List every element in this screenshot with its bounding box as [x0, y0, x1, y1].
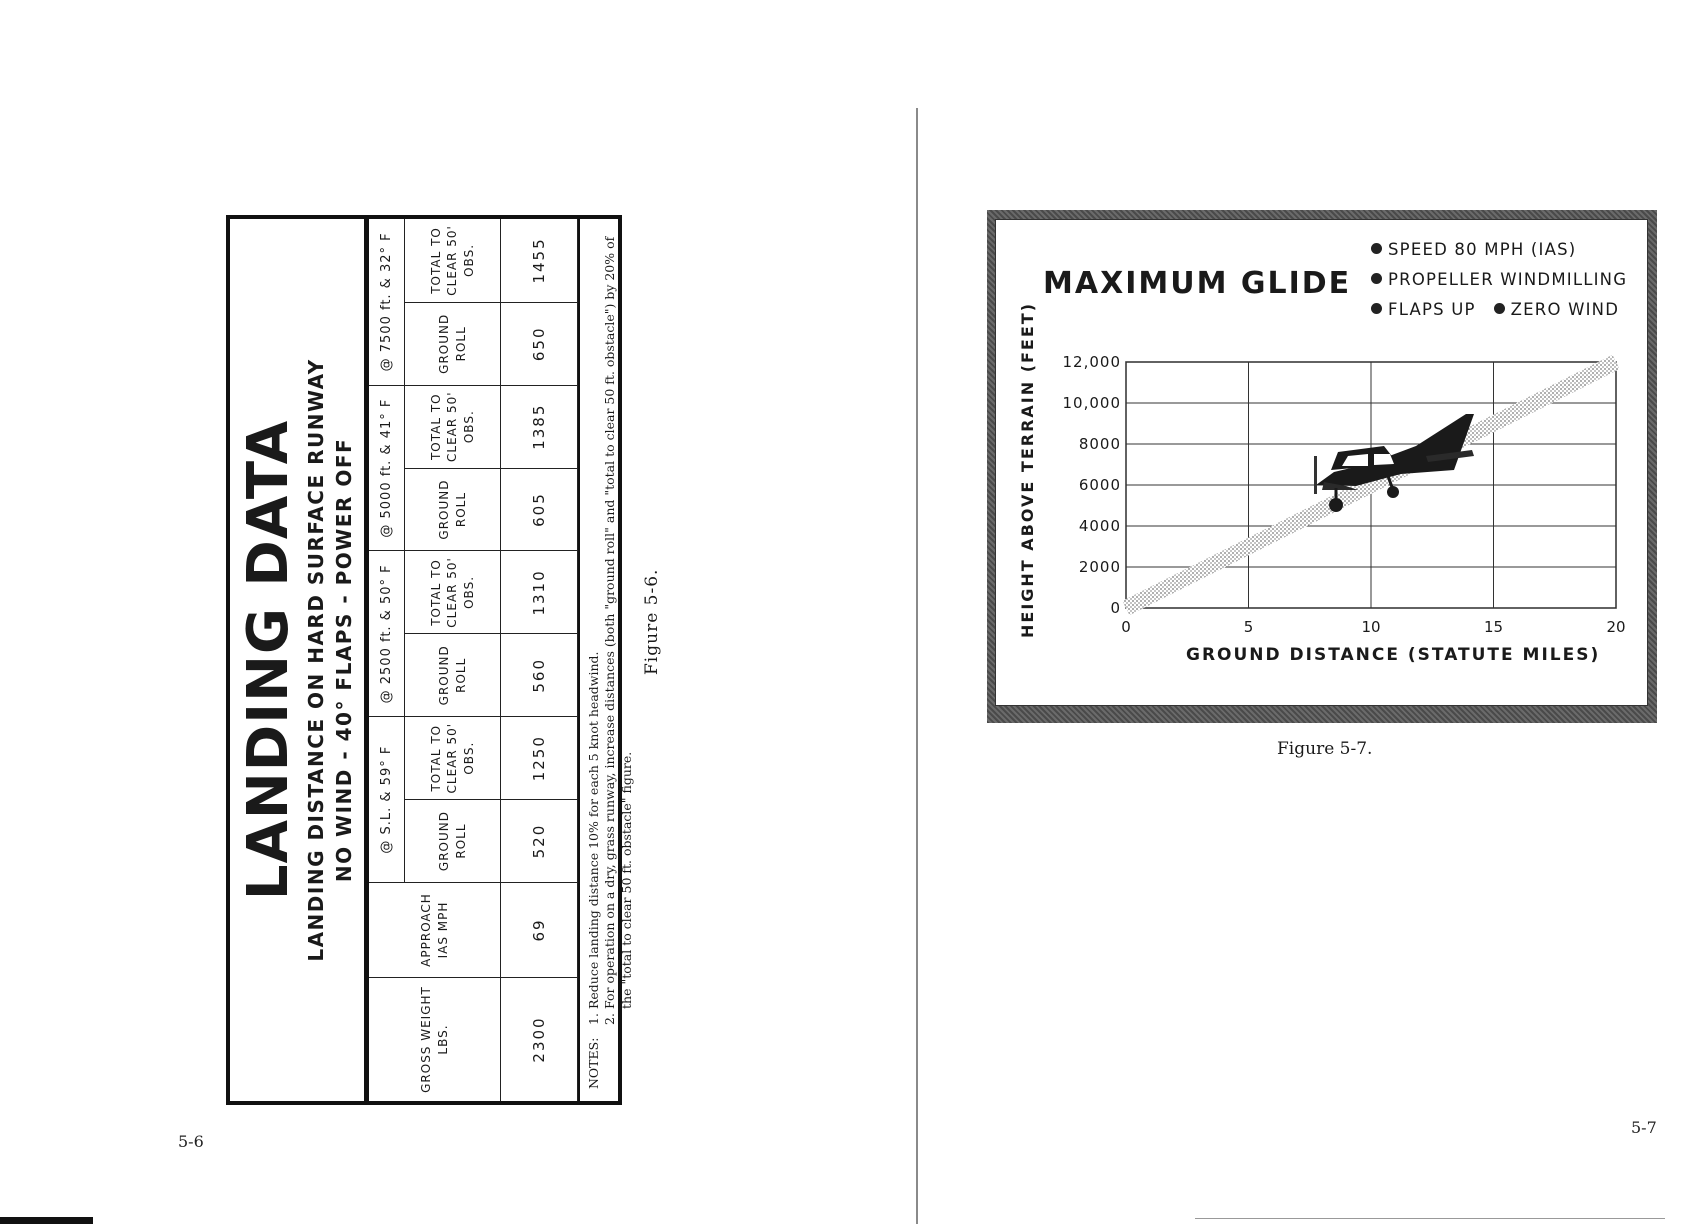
figure-caption-5-6: Figure 5-6.: [642, 568, 662, 675]
condition-text: ZERO WIND: [1510, 300, 1620, 319]
header-total-clear: TOTAL TO CLEAR 50' OBS.: [405, 219, 501, 302]
cell-total-clear-2500: 1310: [501, 551, 578, 634]
header-approach: APPROACH IAS MPH: [369, 882, 501, 977]
x-tick-label: 5: [1243, 618, 1254, 636]
cell-total-clear-sl: 1250: [501, 716, 578, 799]
note-text: Reduce landing distance 10% for each 5 knot headwind.: [586, 651, 601, 1009]
y-tick-label: 6000: [1078, 476, 1121, 494]
header-altitude-2500: @ 2500 ft. & 50° F: [369, 551, 405, 717]
header-altitude-sl: @ S.L. & 59° F: [369, 716, 405, 882]
maximum-glide-panel: [995, 219, 1648, 706]
page-number-right: 5-7: [1631, 1118, 1657, 1137]
note-number: 1.: [586, 1013, 601, 1025]
cell-ground-roll-5000: 605: [501, 468, 578, 551]
note-number: 2.: [602, 1013, 618, 1025]
y-tick-label: 10,000: [1062, 394, 1121, 412]
page-number-left: 5-6: [178, 1132, 204, 1151]
notes-label: NOTES:: [586, 1037, 601, 1089]
maximum-glide-figure: [987, 210, 1657, 723]
corner-mark: [0, 1217, 93, 1224]
y-axis-label: HEIGHT ABOVE TERRAIN (FEET): [1018, 301, 1037, 638]
cell-total-clear-5000: 1385: [501, 385, 578, 468]
header-total-clear: TOTAL TO CLEAR 50' OBS.: [405, 716, 501, 799]
landing-notes: [578, 219, 641, 1101]
figure-caption-5-7: Figure 5-7.: [1277, 739, 1373, 759]
header-altitude-7500: @ 7500 ft. & 32° F: [369, 219, 405, 385]
cell-ground-roll-sl: 520: [501, 799, 578, 882]
glide-chart-svg: [996, 220, 1647, 705]
cell-ground-roll-2500: 560: [501, 633, 578, 716]
landing-data-table: [226, 215, 634, 1105]
cell-gross-weight: 2300: [501, 977, 578, 1101]
chart-title: MAXIMUM GLIDE: [1043, 266, 1352, 301]
header-total-clear: TOTAL TO CLEAR 50' OBS.: [405, 385, 501, 468]
x-axis-label: GROUND DISTANCE (STATUTE MILES): [1186, 645, 1601, 665]
landing-grid: [364, 219, 634, 1101]
condition-text: SPEED 80 MPH (IAS): [1388, 240, 1577, 259]
header-ground-roll: GROUND ROLL: [405, 799, 501, 882]
x-tick-label: 15: [1483, 618, 1504, 636]
header-ground-roll: GROUND ROLL: [405, 302, 501, 385]
landing-data-title: LANDING DATA: [236, 419, 301, 901]
cell-ground-roll-7500: 650: [501, 302, 578, 385]
y-tick-label: 0: [1110, 599, 1121, 617]
header-ground-roll: GROUND ROLL: [405, 468, 501, 551]
note-text: For operation on a dry, grass runway, increase distances (both "ground roll" and "total to clear 50 ft. obstacle") by 20% of the "total to clear 50 ft. obstacle" figure.: [602, 236, 634, 1009]
header-gross-weight: GROSS WEIGHT LBS.: [369, 977, 501, 1101]
x-tick-label: 0: [1121, 618, 1131, 636]
bottom-rule: [1195, 1218, 1665, 1219]
y-tick-label: 4000: [1078, 517, 1121, 535]
x-tick-label: 20: [1606, 618, 1626, 636]
x-tick-label: 10: [1361, 618, 1381, 636]
condition-text: FLAPS UP: [1388, 300, 1476, 319]
note-2: [602, 231, 635, 1089]
landing-subtitle-runway: LANDING DISTANCE ON HARD SURFACE RUNWAY: [304, 358, 328, 962]
landing-subtitle-conditions: NO WIND - 40° FLAPS - POWER OFF: [332, 437, 356, 883]
cell-approach-speed: 69: [501, 882, 578, 977]
header-altitude-5000: @ 5000 ft. & 41° F: [369, 385, 405, 551]
y-tick-label: 12,000: [1062, 353, 1121, 371]
header-total-clear: TOTAL TO CLEAR 50' OBS.: [405, 551, 501, 634]
cell-total-clear-7500: 1455: [501, 219, 578, 302]
header-ground-roll: GROUND ROLL: [405, 633, 501, 716]
page-divider: [916, 108, 918, 1224]
note-1: [586, 231, 602, 1089]
y-tick-label: 2000: [1078, 558, 1121, 576]
condition-text: PROPELLER WINDMILLING: [1388, 270, 1628, 289]
y-tick-label: 8000: [1078, 435, 1121, 453]
